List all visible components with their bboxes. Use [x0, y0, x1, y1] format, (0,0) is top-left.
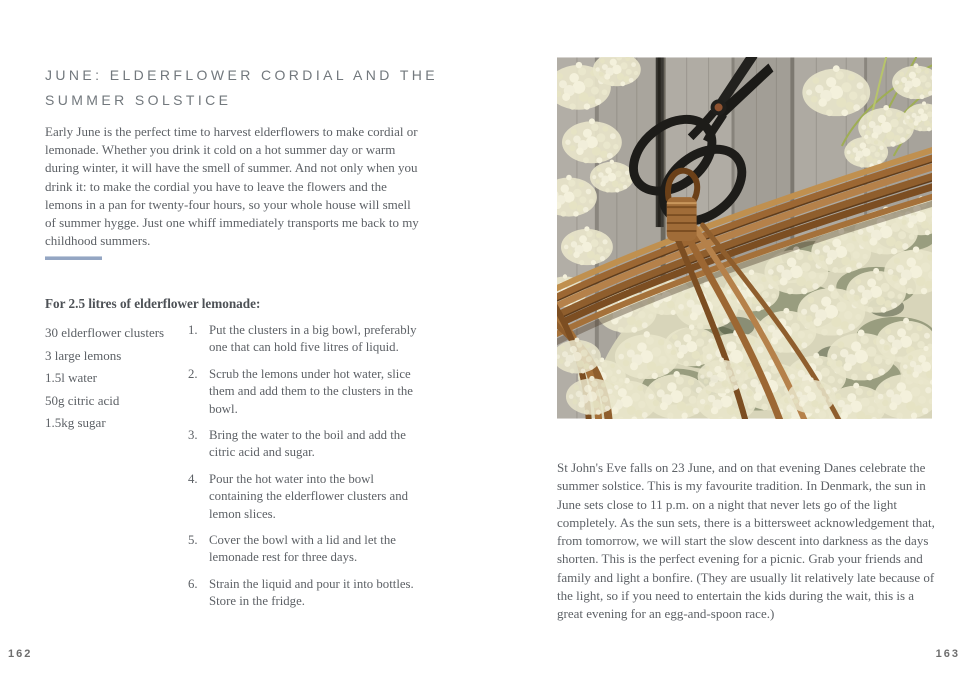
step-item: Strain the liquid and pour it into bottles. Store in the fridge. — [209, 576, 414, 609]
section-divider-rule — [45, 256, 102, 260]
chapter-heading — [45, 63, 445, 113]
recipe-steps-list — [188, 322, 424, 620]
solstice-paragraph: St John's Eve falls on 23 June, and on that evening Danes celebrate the summer solstice. This is my favourite tradition. In Denmark, the sun in June sets close to 11 p.m. on a night that never lets go of the light completely. As the sun sets, there is a bittersweet acknowledgement that, from tomorrow, we will start the slow descent into darkness as the days shorten. This is the perfect evening for a picnic. Grab your friends and family and light a bonfire. (They are usually lit relatively late because of the light, so if you need to entertain the kids during the wait, this is a great evening for an egg-and-spoon race.) — [557, 460, 935, 622]
page-number-left: 162 — [8, 648, 33, 660]
step-item: Scrub the lemons under hot water, slice them and add them to the clusters in the bowl. — [209, 366, 413, 416]
ingredient-item: 3 large lemons — [45, 347, 122, 363]
ingredient-item: 1.5l water — [45, 370, 97, 385]
photo-illustration — [557, 57, 932, 419]
step-item: Put the clusters in a big bowl, preferably one that can hold five litres of liquid. — [209, 323, 417, 355]
step-item: Pour the hot water into the bowl containing the elderflower clusters and lemon slices. — [209, 471, 408, 521]
chapter-heading-line2: SUMMER SOLSTICE — [45, 92, 232, 109]
ingredient-item: 1.5kg sugar — [45, 415, 106, 430]
page-number-right: 163 — [935, 648, 960, 660]
ingredient-item: 50g citric acid — [45, 392, 120, 408]
step-item: Bring the water to the boil and add the citric acid and sugar. — [209, 428, 406, 460]
elderflowers-basket-photo — [557, 57, 932, 419]
chapter-heading-line1: JUNE: ELDERFLOWER CORDIAL AND THE — [45, 67, 439, 84]
ingredient-item: 30 elderflower clusters — [45, 325, 165, 340]
recipe-title: For 2.5 litres of elderflower lemonade: — [45, 296, 261, 312]
intro-paragraph: Early June is the perfect time to harvest elderflowers to make cordial or lemonade. Whether you drink it cold on a hot summer day or warm during winter, it will have the smell of summer. And not only when you drink it: to make the cordial you have to leave the flowers and the lemons in a pan for twenty-four hours, so your whole house will smell of summer hygge. Just one whiff immediately transports me back to my childhood summers. — [45, 124, 419, 249]
ingredients-list — [45, 322, 195, 435]
step-item: Cover the bowl with a lid and let the lemonade rest for three days. — [209, 533, 396, 565]
